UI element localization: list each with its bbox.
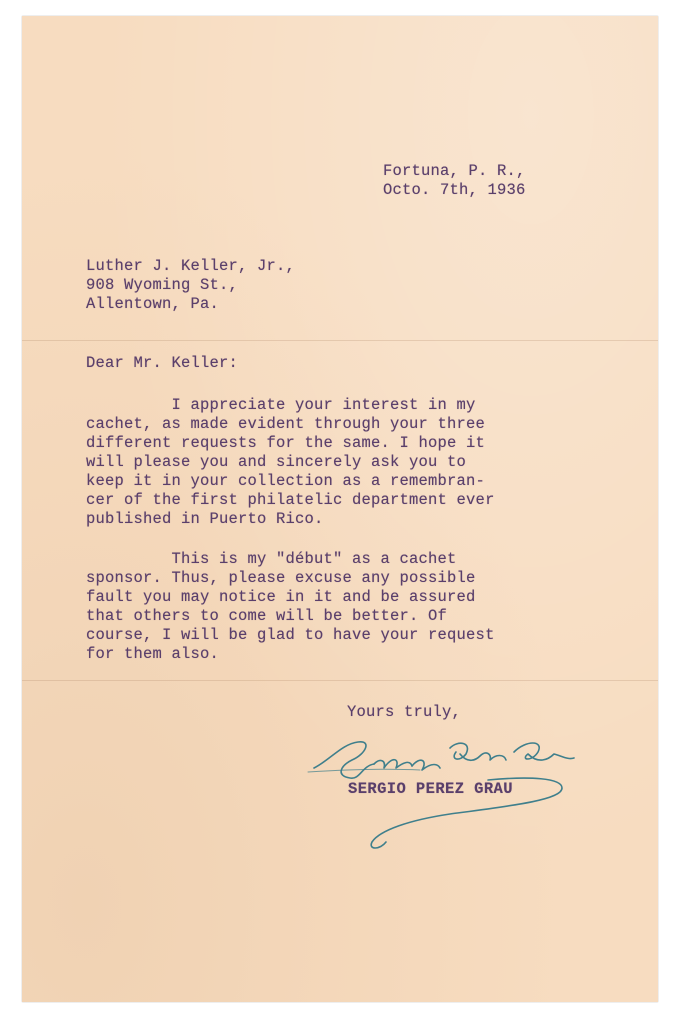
text-line: sponsor. Thus, please excuse any possible bbox=[86, 569, 476, 587]
text-line: will please you and sincerely ask you to bbox=[86, 453, 467, 471]
typed-name: SERGIO PEREZ GRAU bbox=[348, 780, 513, 798]
paper-fold-line bbox=[22, 680, 658, 681]
text-line: I appreciate your interest in my bbox=[86, 396, 476, 414]
text-line: for them also. bbox=[86, 645, 220, 663]
body-paragraph-1 bbox=[86, 396, 495, 529]
recipient-street: 908 Wyoming St., bbox=[86, 276, 239, 294]
text-line: that others to come will be better. Of bbox=[86, 607, 448, 625]
body-paragraph-2 bbox=[86, 550, 495, 664]
text-line: fault you may notice in it and be assured bbox=[86, 588, 476, 606]
text-line: keep it in your collection as a remembran- bbox=[86, 472, 486, 490]
place-line: Fortuna, P. R., bbox=[383, 162, 526, 180]
recipient-city: Allentown, Pa. bbox=[86, 295, 220, 313]
text-line: course, I will be glad to have your request bbox=[86, 626, 495, 644]
text-line: different requests for the same. I hope it bbox=[86, 434, 486, 452]
text-line: This is my "début" as a cachet bbox=[86, 550, 457, 568]
recipient-name: Luther J. Keller, Jr., bbox=[86, 257, 296, 275]
text-line: cer of the first philatelic department ever bbox=[86, 491, 495, 509]
dateline bbox=[383, 162, 526, 200]
recipient-address bbox=[86, 257, 295, 314]
paper-fold-line bbox=[22, 340, 658, 341]
text-line: cachet, as made evident through your three bbox=[86, 415, 486, 433]
date-line: Octo. 7th, 1936 bbox=[383, 181, 526, 199]
text-line: published in Puerto Rico. bbox=[86, 510, 324, 528]
salutation: Dear Mr. Keller: bbox=[86, 354, 239, 372]
closing: Yours truly, bbox=[347, 703, 462, 721]
